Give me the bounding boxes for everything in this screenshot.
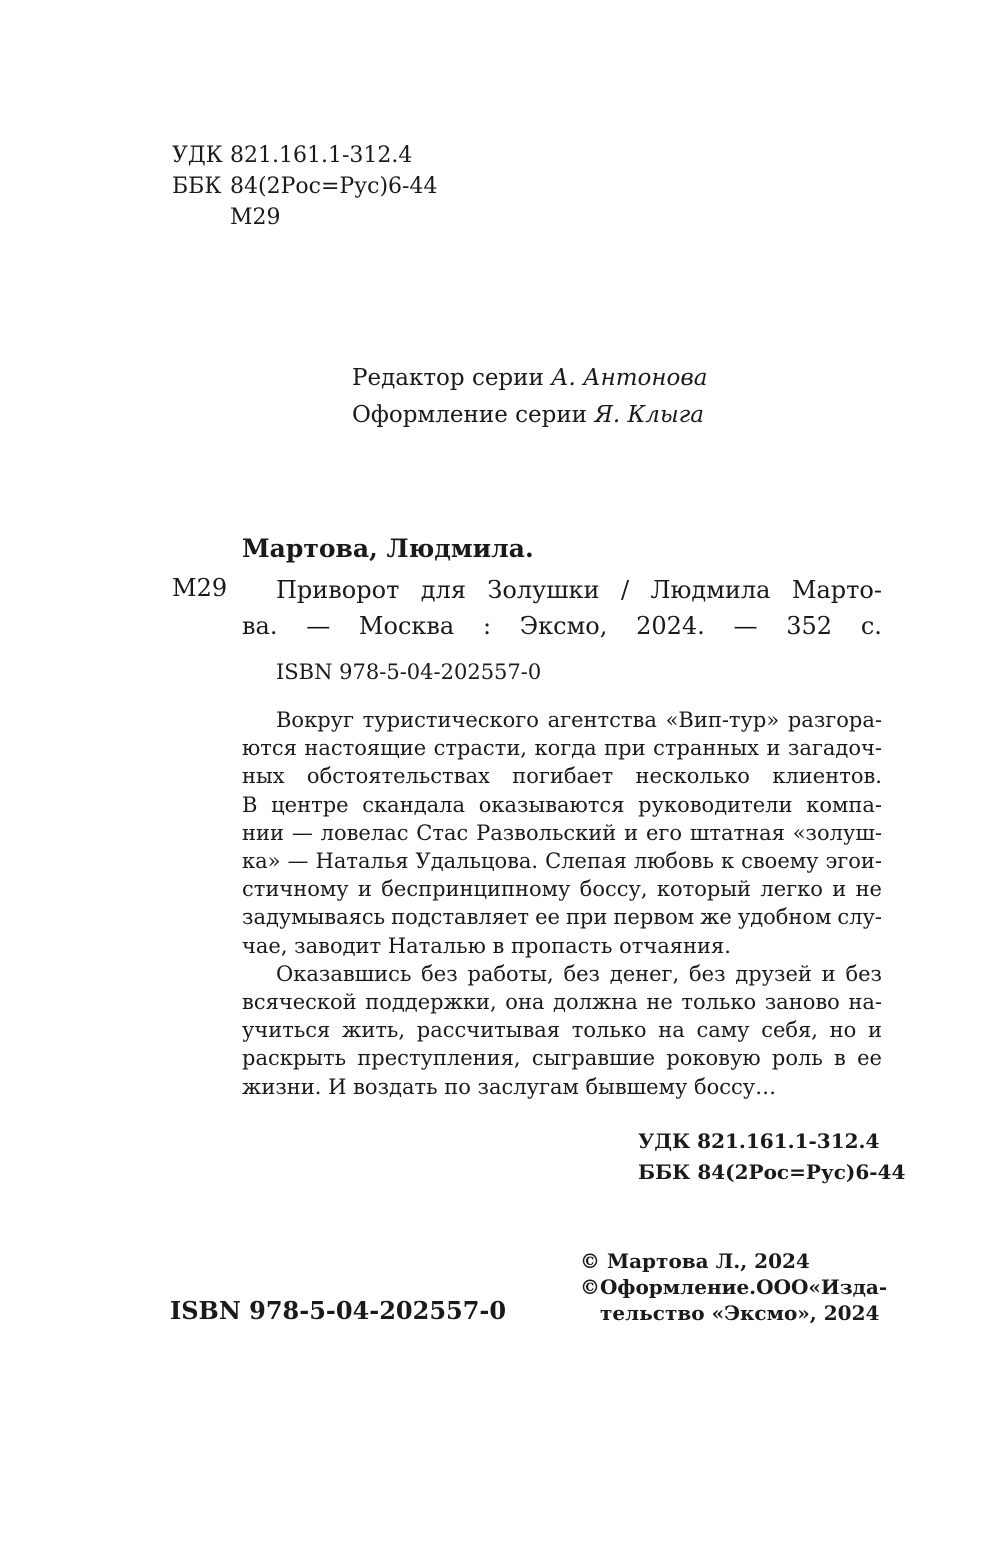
word: Оформление. [600,1275,757,1299]
word: «Вип-тур» [665,708,780,732]
word: Развольский [476,820,617,845]
title-description [242,572,882,644]
word: должна [553,990,638,1015]
word: ловелас [320,820,409,845]
word: легко [760,877,823,902]
word: жизни. И воздать по заслугам бывшему боссу… [242,1074,777,1099]
copyright-publisher: тельство «Эксмо», 2024 [600,1301,880,1325]
word: странных [653,736,759,761]
annotation-line [242,819,882,847]
bbk-code: 84(2Рос=Рус)6-44 [230,174,438,199]
word: сыгравшие [531,1046,656,1071]
word: — [291,820,313,845]
word: Эксмо, [519,612,608,640]
word: ее [857,1046,882,1071]
annotation-line [242,734,882,762]
word: но [829,1018,857,1043]
word: : [482,612,492,640]
word: не [855,877,882,902]
author-mark: М29 [230,205,281,230]
word: когда [534,736,597,761]
word: нии [242,820,284,845]
annotation-line [242,791,882,819]
word: Стас [416,820,469,845]
word: и [766,736,781,761]
word: штатная [689,820,785,845]
annotation-line [242,903,882,931]
word: Вокруг [276,708,355,732]
series-design-line [352,397,708,434]
copyright-design [580,1274,888,1300]
word: ва. [242,612,278,640]
annotation-line [242,762,882,790]
annotation-line [242,1044,882,1072]
word: к [720,849,735,874]
word: только [571,1018,647,1043]
author-heading: Мартова, Людмила. [242,534,534,563]
word: «золуш- [792,820,882,845]
word: первом [613,905,695,930]
word: же [700,905,732,930]
word: руководители [638,792,793,817]
word: несколько [635,764,750,789]
word: преступления, [357,1046,521,1071]
word: саму [696,1018,750,1043]
word: и [624,820,639,845]
series-editor-line [352,360,708,397]
word: центре [271,792,349,817]
bbk-label: ББК [172,174,222,199]
word: только [681,990,757,1015]
series-design-role: Оформление серии [352,402,587,428]
annotation-line [242,1073,882,1101]
word: скандала [362,792,466,817]
word: настоящие [304,736,427,761]
word: 352 [786,612,833,640]
annotation-line [242,988,882,1016]
word: ются [242,736,297,761]
word: слу- [837,905,882,930]
word: для [420,576,466,604]
word: Москва [358,612,455,640]
word: на- [848,990,882,1015]
word: в [834,1046,846,1071]
word: без [689,961,726,986]
bbk-bottom: ББК 84(2Рос=Рус)6-44 [638,1160,906,1184]
word: погибает [512,764,614,789]
word: без [563,961,600,986]
annotation-line [242,960,882,988]
word: денег, [609,961,680,986]
word: без [421,961,458,986]
word: и [832,877,847,902]
word: страсти, [433,736,527,761]
classification-top [172,140,437,233]
word: Марто- [791,576,882,604]
word: стичному [242,877,349,902]
word: при [604,736,646,761]
isbn-bottom: ISBN 978-5-04-202557-0 [170,1296,507,1325]
copyright-block [580,1248,888,1326]
annotation [242,706,882,1101]
word: его [645,820,683,845]
word: ных [242,764,285,789]
udk-code: 821.161.1-312.4 [230,143,413,168]
word: ее [535,905,560,930]
classification-bottom [638,1126,905,1188]
word: задумываясь [242,905,386,930]
word: раскрыть [242,1046,347,1071]
word: — [733,612,758,640]
annotation-line [242,875,882,903]
word: роковую [666,1046,761,1071]
word: всяческой [242,990,357,1015]
word: себя, [761,1018,818,1043]
word: ка» [242,849,281,874]
bbk-line [172,171,437,202]
series-editor-role: Редактор серии [352,365,544,391]
word: боссу, [579,877,648,902]
isbn-line: ISBN 978-5-04-202557-0 [276,660,542,684]
word: не [646,990,673,1015]
word: / [620,576,630,604]
udk-line [172,140,437,171]
word: и [357,877,372,902]
word: — [306,612,331,640]
bibliographic-mark: М29 [172,574,228,602]
word: © [580,1275,600,1299]
word: разгора- [787,708,882,732]
word: Приворот [276,576,400,604]
word: своему [741,849,819,874]
word: Людмила [650,576,771,604]
word: заново [764,990,840,1015]
series-design-name: Я. Клыга [594,402,705,428]
word: ООО [756,1275,809,1299]
copyright-author: © Мартова Л., 2024 [580,1249,810,1273]
word: эгои- [825,849,882,874]
word: поддержки, [365,990,497,1015]
word: В [242,792,258,817]
annotation-line [242,932,882,960]
editors-block [352,360,708,434]
word: Наталья [315,849,409,874]
word: и [821,961,836,986]
word: 2024. [636,612,705,640]
word: беспринципному [381,877,571,902]
word: и [868,1018,882,1043]
word: работы, [467,961,554,986]
word: оказываются [478,792,625,817]
annotation-line [242,1016,882,1044]
word: подставляет [391,905,530,930]
udk-bottom: УДК 821.161.1-312.4 [638,1129,880,1153]
annotation-line [242,706,882,734]
title-line [242,572,882,608]
word: клиентов. [772,764,882,789]
word: агентства [547,708,657,732]
word: «Изда- [808,1275,888,1299]
annotation-line [242,847,882,875]
word: Слепая [545,849,627,874]
word: на [658,1018,685,1043]
word: компа- [806,792,882,817]
word: Золушки [487,576,600,604]
word: загадоч- [787,736,882,761]
word: без [845,961,882,986]
word: учиться [242,1018,331,1043]
word: жить, [342,1018,406,1043]
word: туристического [362,708,539,732]
word: — [287,849,309,874]
word: при [565,905,608,930]
word: чае, заводит Наталью в пропасть отчаяния. [242,933,731,958]
word: она [505,990,545,1015]
word: рассчитывая [416,1018,561,1043]
word: роль [771,1046,823,1071]
word: обстоятельствах [306,764,490,789]
word: с. [860,612,882,640]
word: друзей [735,961,812,986]
title-line [242,608,882,644]
series-editor-name: А. Антонова [551,365,708,391]
udk-label: УДК [172,143,223,168]
word: Удальцова. [415,849,539,874]
word: который [656,877,752,902]
word: Оказавшись [276,961,412,986]
word: любовь [633,849,714,874]
word: удобном [737,905,832,930]
